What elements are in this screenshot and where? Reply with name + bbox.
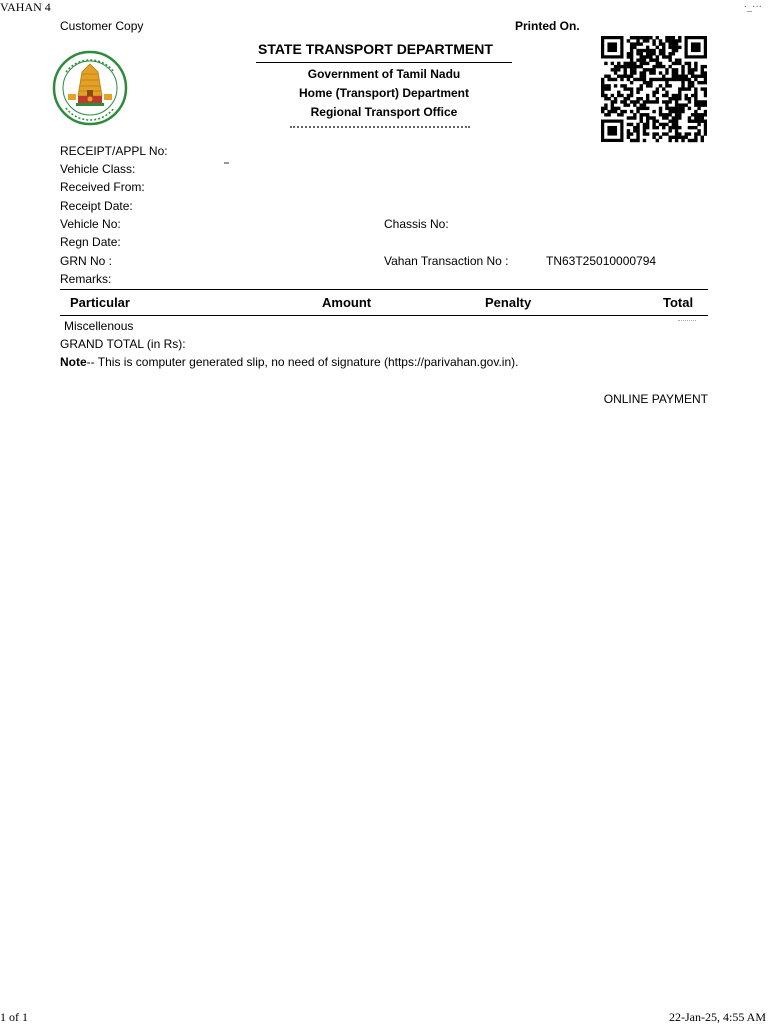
qr-code bbox=[601, 36, 707, 143]
customer-copy-label: Customer Copy bbox=[60, 19, 144, 33]
regn-date-label: Regn Date: bbox=[60, 235, 121, 249]
chassis-no-label: Chassis No: bbox=[384, 217, 449, 231]
payment-mode: ONLINE PAYMENT bbox=[603, 392, 708, 406]
grand-total-label: GRAND TOTAL (in Rs): bbox=[60, 337, 186, 351]
redacted-mark bbox=[224, 162, 229, 164]
col-header-total: Total bbox=[663, 295, 694, 310]
vahan-transaction-label: Vahan Transaction No : bbox=[384, 254, 509, 268]
col-header-amount: Amount bbox=[322, 295, 372, 310]
dept-line-3: Regional Transport Office bbox=[310, 105, 458, 119]
page-count: 1 of 1 bbox=[0, 1010, 28, 1024]
printed-on-label: Printed On. bbox=[515, 19, 580, 33]
dept-line-clipped bbox=[290, 126, 470, 129]
received-from-label: Received From: bbox=[60, 180, 145, 194]
receipt-date-label: Receipt Date: bbox=[60, 199, 133, 213]
receipt-appl-no-label: RECEIPT/APPL No: bbox=[60, 144, 168, 158]
grn-no-label: GRN No : bbox=[60, 254, 113, 268]
note-text: -- This is computer generated slip, no need of signature (https://parivahan.gov.in). bbox=[86, 355, 519, 369]
tamil-nadu-emblem bbox=[52, 50, 128, 126]
print-header-url: ·_··· bbox=[743, 2, 762, 13]
vehicle-class-label: Vehicle Class: bbox=[60, 162, 136, 176]
table-top-rule bbox=[60, 289, 708, 290]
note-line bbox=[60, 355, 518, 369]
dept-line-1: Government of Tamil Nadu bbox=[307, 67, 461, 81]
print-datetime: 22-Jan-25, 4:55 AM bbox=[669, 1010, 766, 1024]
dept-line-2: Home (Transport) Department bbox=[298, 86, 470, 100]
remarks-label: Remarks: bbox=[60, 272, 112, 286]
col-header-penalty: Penalty bbox=[485, 295, 532, 310]
table-header-rule bbox=[60, 315, 708, 316]
print-header-title: VAHAN 4 bbox=[0, 0, 51, 14]
col-header-particular: Particular bbox=[70, 295, 130, 310]
vehicle-no-label: Vehicle No: bbox=[60, 217, 121, 231]
redacted-mark bbox=[678, 320, 696, 323]
vahan-transaction-value: TN63T25010000794 bbox=[546, 254, 657, 268]
note-label: Note bbox=[60, 355, 87, 369]
department-title: STATE TRANSPORT DEPARTMENT bbox=[258, 41, 493, 57]
title-underline bbox=[256, 62, 512, 63]
table-row-particular: Miscellenous bbox=[64, 319, 134, 333]
